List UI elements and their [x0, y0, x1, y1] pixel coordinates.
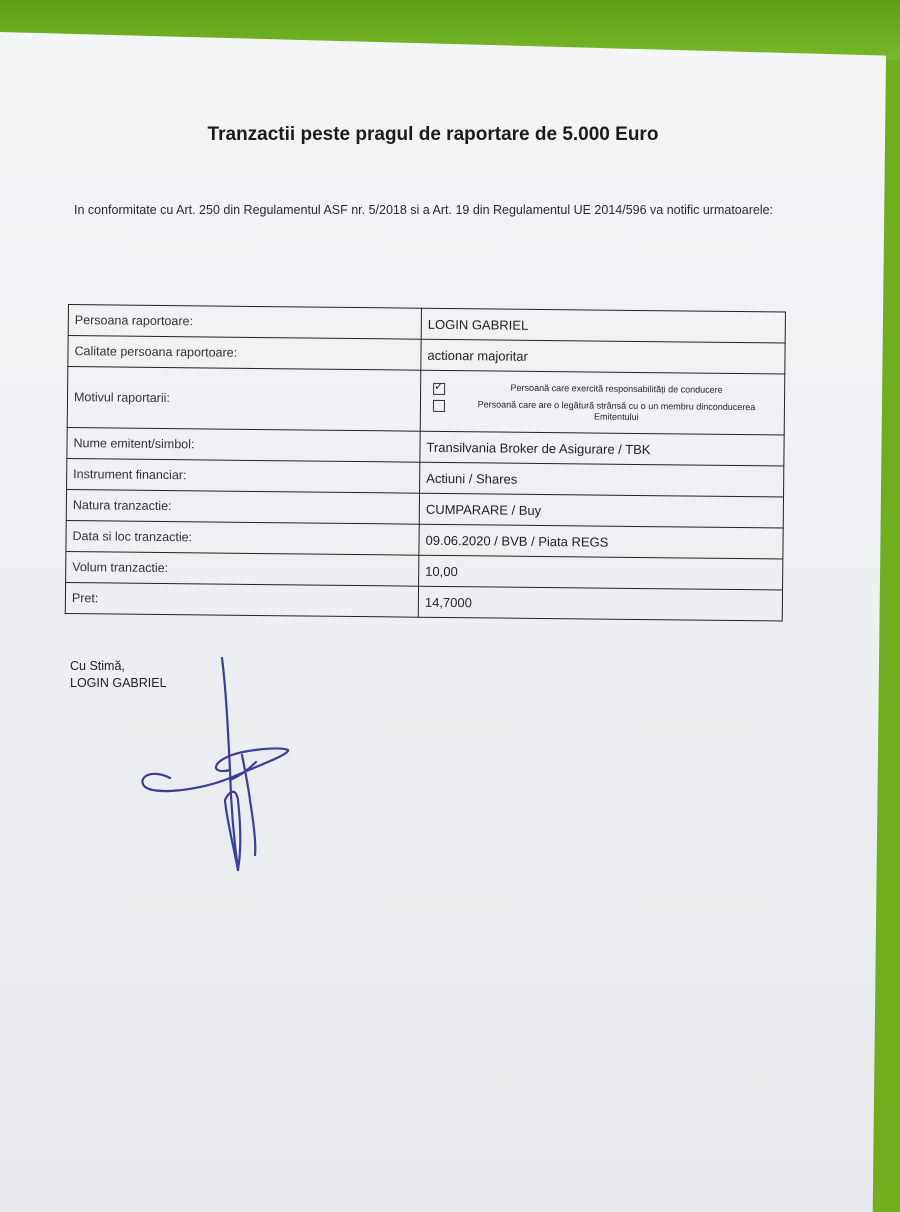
document-title: Tranzactii peste pragul de raportare de 5.000 Euro — [207, 124, 659, 145]
transaction-type-value: CUMPARARE / Buy — [419, 493, 783, 528]
price-value: 14,7000 — [418, 586, 782, 621]
checkbox[interactable] — [433, 399, 445, 411]
transaction-date-value: 09.06.2020 / BVB / Piata REGS — [419, 524, 783, 559]
checkbox[interactable] — [433, 382, 445, 394]
transaction-type-label: Natura tranzactie: — [66, 489, 419, 524]
intro-paragraph: In conformitate cu Art. 250 din Regulamentul ASF nr. 5/2018 si a Art. 19 din Regulamentul UE 2014/596 va notific urmatoarele: — [74, 203, 774, 217]
report-table — [65, 304, 786, 622]
instrument-label: Instrument financiar: — [67, 458, 420, 493]
reporting-reason-label: Motivul raportarii: — [67, 367, 421, 432]
reporting-person-label: Persoana raportoare: — [68, 305, 421, 340]
volume-label: Volum tranzactie: — [66, 551, 419, 586]
reason-option-label: Persoană care exercită responsabilități de conducere — [510, 382, 723, 395]
volume-value: 10,00 — [419, 555, 783, 590]
issuer-value: Transilvania Broker de Asigurare / TBK — [420, 431, 784, 466]
reason-option-label: Persoană care are o legătură strânsă cu o un membru dinconducerea Emitentului — [477, 398, 756, 422]
reason-option — [427, 381, 778, 398]
signatory-name: LOGIN GABRIEL — [70, 676, 167, 690]
price-label: Pret: — [65, 582, 418, 617]
reporting-reason-options — [420, 370, 785, 435]
reporting-capacity-value: actionar majoritar — [421, 339, 785, 374]
transaction-date-label: Data si loc tranzactie: — [66, 520, 419, 555]
issuer-label: Nume emitent/simbol: — [67, 427, 420, 462]
reporting-person-value: LOGIN GABRIEL — [421, 308, 785, 343]
salutation: Cu Stimă, — [70, 659, 125, 673]
reason-option — [427, 398, 778, 424]
handwritten-signature — [130, 650, 310, 880]
table-row — [67, 367, 785, 436]
reporting-capacity-label: Calitate persoana raportoare: — [68, 336, 421, 371]
instrument-value: Actiuni / Shares — [420, 462, 784, 497]
check-icon: ✓ — [434, 380, 444, 393]
